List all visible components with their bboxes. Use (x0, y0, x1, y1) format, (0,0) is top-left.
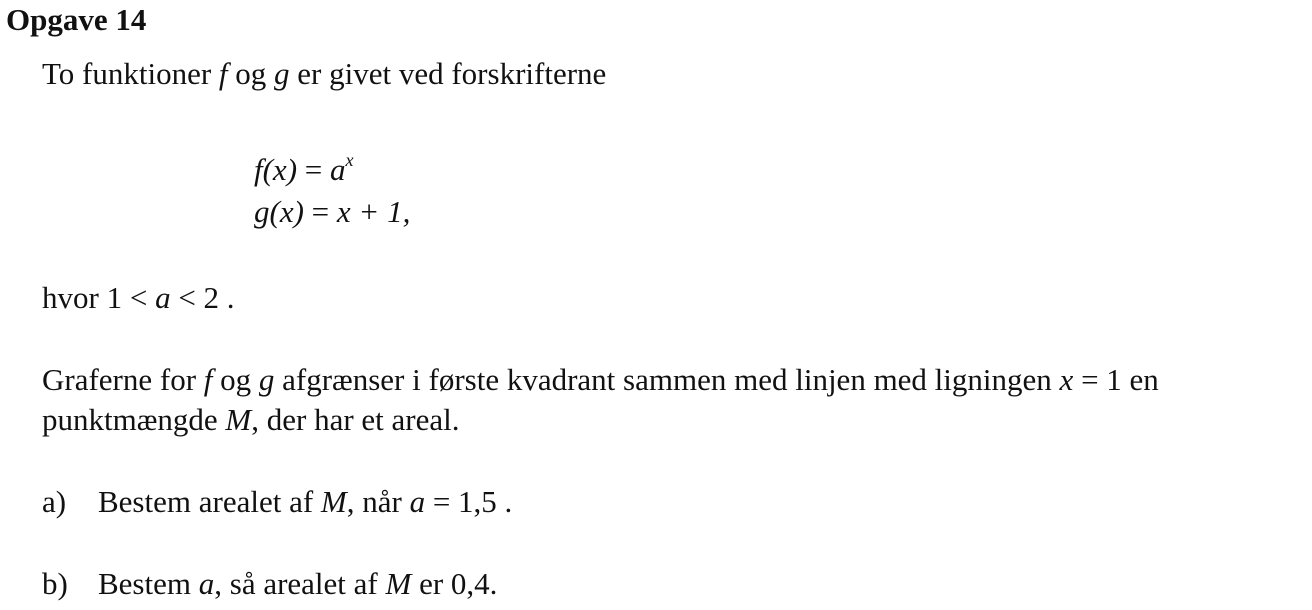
formula-f-exp: x (345, 150, 354, 170)
task-b-text-2: , så arealet af (214, 566, 386, 601)
intro-line (42, 56, 606, 92)
formula-f-base: a (330, 152, 346, 187)
p2-b: , der har et areal. (251, 402, 460, 437)
formula-f (254, 142, 354, 188)
intro-g: g (274, 56, 290, 91)
task-b-text (98, 566, 497, 602)
task-b-text-1: Bestem (98, 566, 199, 601)
intro-text-3: er givet ved forskrifterne (289, 56, 607, 91)
p2-M: M (225, 402, 252, 437)
task-b-label: b) (42, 566, 68, 601)
task-a-text-1: Bestem arealet af (98, 484, 321, 519)
p1-d: = 1 en (1073, 362, 1159, 397)
intro-text-1: To funktioner (42, 56, 219, 91)
p1-b: og (212, 362, 259, 397)
p1-g: g (258, 362, 275, 397)
formula-g-rhs: x + 1, (336, 194, 411, 229)
condition-math-2: < 2 . (170, 280, 235, 315)
formula-f-lhs: f(x) (254, 152, 298, 187)
task-b-M: M (385, 566, 412, 601)
task-a-text-3: = 1,5 . (425, 484, 513, 519)
condition-text: hvor (42, 280, 107, 315)
p2-a: punktmængde (42, 402, 226, 437)
task-a-var: a (409, 484, 426, 519)
condition-math-1: 1 < (106, 280, 156, 315)
paragraph-line-1 (42, 362, 1159, 398)
task-a-text-2: , når (346, 484, 410, 519)
p1-x: x (1059, 362, 1074, 397)
task-a-label: a) (42, 484, 67, 519)
intro-text-2: og (227, 56, 275, 91)
formula-g-eq: = (303, 194, 337, 229)
p1-a: Graferne for (42, 362, 204, 397)
p1-f: f (203, 362, 213, 397)
paragraph-line-2 (42, 402, 460, 438)
p1-c: afgrænser i første kvadrant sammen med linjen med ligningen (274, 362, 1060, 397)
formula-g-lhs: g(x) (254, 194, 304, 229)
condition-math-a: a (155, 280, 171, 315)
formula-f-eq: = (297, 152, 331, 187)
intro-f: f (218, 56, 228, 91)
task-a-M: M (320, 484, 347, 519)
formula-g (254, 194, 410, 230)
task-b-text-3: er 0,4. (411, 566, 498, 601)
condition-line (42, 280, 235, 316)
exercise-heading: Opgave 14 (6, 2, 147, 37)
task-b-var: a (198, 566, 215, 601)
task-a-text (98, 484, 512, 520)
